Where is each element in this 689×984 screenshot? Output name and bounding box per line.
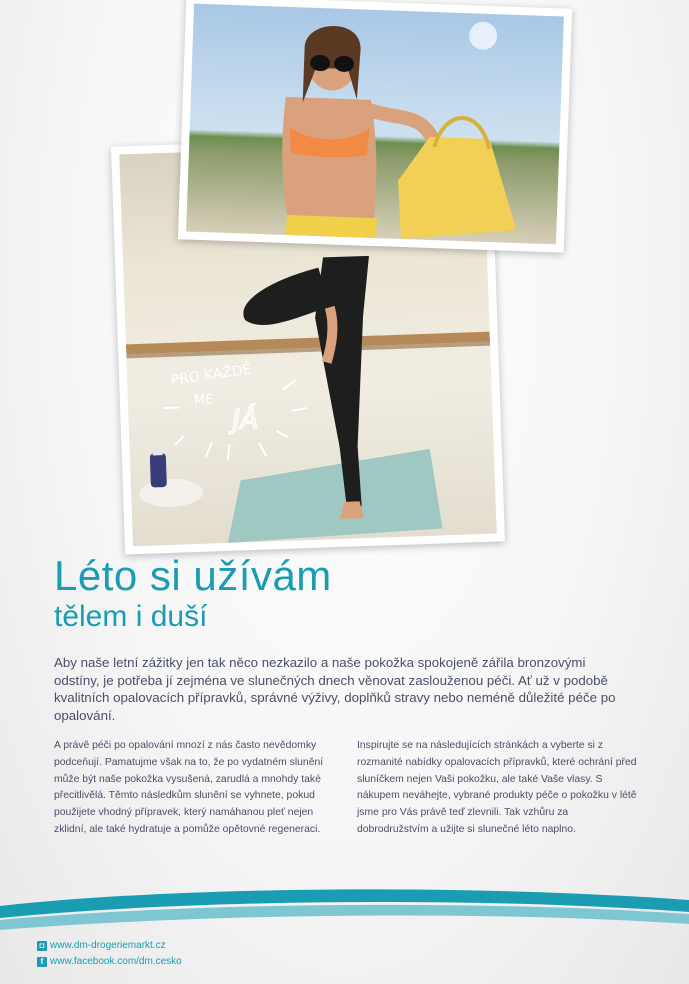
footer-web-link[interactable] [37, 940, 166, 951]
footer-web-text[interactable]: www.dm-drogeriemarkt.cz [50, 940, 166, 951]
photo-beach [178, 0, 572, 253]
photo-beach-image [186, 4, 564, 245]
beach-scene [186, 4, 564, 245]
footer-facebook-text[interactable]: www.facebook.com/dm.cesko [50, 956, 182, 967]
footer-facebook-link[interactable] [37, 956, 182, 967]
svg-text:JÁ: JÁ [232, 404, 259, 436]
stamp-logo [153, 358, 327, 474]
text-column-left: A právě péči po opalování mnozí z nás často nevědomky podceňují. Pamatujme však na to, že po vydatném slunění může být naše pokožka vysušená, zarudlá a mnohdy také přecitlivělá. Těmto následkům slunění se vyhnete, pokud použijete vhodný přípravek, který namáhanou pleť nejen zklidní, ale také hydratuje a pomůže opětovné regeneraci. [54, 740, 324, 835]
svg-text:PRO KAŽDÉ: PRO KAŽDÉ [169, 361, 253, 389]
intro-paragraph: Aby naše letní zážitky jen tak něco nezkazilo a naše pokožka spokojeně zářila bronzovými odstíny, je potřeba jí zejména ve slunečných dnech věnovat zaslouženou péči. Ať už v podobě kvalitních opalovacích přípravků, správné výživy, doplňků stravy nebo neméně důležité péče po opalování. [54, 655, 616, 723]
facebook-icon: f [37, 957, 47, 967]
svg-text:ME: ME [193, 392, 214, 409]
web-icon: ◘ [37, 941, 47, 951]
text-column-right: Inspirujte se na následujících stránkách a vyberte si z rozmanité nabídky opalovacích přípravků, které ochrání před sluníčkem nejen Vaši pokožku, ale také Vaše vlasy. S nákupem neváhejte, vybrané produkty péče o pokožku v létě jsme pro Vás právě teď zlevnili. Tak vzhůru za dobrodružstvím a užijte si slunečné léto naplno. [357, 740, 637, 835]
page-title: Léto si užívám [54, 552, 332, 599]
page-subtitle: tělem i duší [54, 600, 208, 633]
decorative-wave [0, 878, 689, 938]
